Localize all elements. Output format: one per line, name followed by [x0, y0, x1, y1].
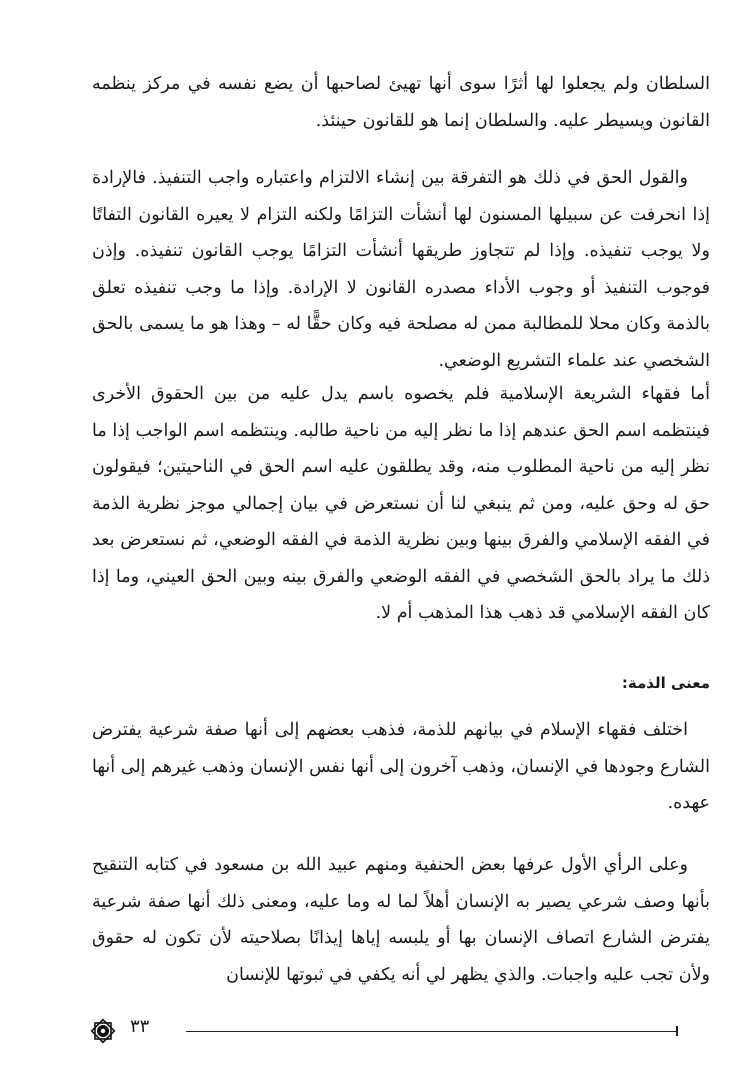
paragraph-2 — [92, 160, 710, 379]
paragraph-5-text: وعلى الرأي الأول عرفها بعض الحنفية ومنهم عبيد الله بن مسعود في كتابه التنقيح بأنها وصف شرعي يصير به الإنسان أهلاً لما له وما عليه، ومعنى ذلك أنها صفة شرعية يفترض الشارع اتصاف الإنسان بها أو يلبسه إياها إيذانًا بصلاحيته لأن تكون له حقوق ولأن تجب عليه واجبات. والذي يظهر لي أنه يكفي في ثبوتها للإنسان — [92, 855, 710, 985]
paragraph-2-text: والقول الحق في ذلك هو التفرقة بين إنشاء الالتزام واعتباره واجب التنفيذ. فالإرادة إذا انحرفت عن سبيلها المسنون لها أنشأت التزامًا ولكنه التزام لا يعيره القانون التفاتًا ولا يوجب تنفيذه. وإذا لم تتجاوز طريقها أنشأت التزامًا يوجب القانون تنفيذه. وإذن فوجوب التنفيذ أو وجوب الأداء مصدره القانون لا الإرادة. وإذا ما وجب تنفيذه تعلق بالذمة وكان محلا للمطالبة ممن له مصلحة فيه وكان حقًّا له – وهذا هو ما يسمى بالحق الشخصي عند علماء التشريع الوضعي. — [92, 168, 710, 371]
paragraph-3: أما فقهاء الشريعة الإسلامية فلم يخصوه باسم يدل عليه من بين الحقوق الأخرى فينتظمه اسم الحق عندهم إذا ما نظر إليه من ناحية طالبه. وينتظمه اسم الواجب إذا ما نظر إليه من ناحية المطلوب منه، وقد يطلقون عليه اسم الحق في الناحيتين؛ فيقولون حق له وحق عليه، ومن ثم ينبغي لنا أن نستعرض في بيان إجمالي موجز نظرية الذمة في الفقه الإسلامي والفرق بينها وبين نظرية الذمة في الفقه الوضعي، ثم نستعرض بعد ذلك ما يراد بالحق الشخصي في الفقه الوضعي والفرق بينه وبين الحق العيني، وما إذا كان الفقه الإسلامي قد ذهب هذا المذهب أم لا. — [92, 384, 710, 623]
eight-point-star-ornament-icon — [86, 1014, 120, 1048]
footer-rule — [186, 1031, 678, 1032]
page-footer — [0, 1010, 746, 1050]
paragraph-5 — [92, 847, 710, 993]
page-body — [92, 66, 710, 1045]
paragraph-1: السلطان ولم يجعلوا لها أثرًا سوى أنها تهيئ لصاحبها أن يضع نفسه في مركز ينظمه القانون ويسيطر عليه. والسلطان إنما هو للقانون حينئذ. — [92, 74, 710, 131]
paragraph-4-text: اختلف فقهاء الإسلام في بيانهم للذمة، فذهب بعضهم إلى أنها صفة شرعية يفترض الشارع وجودها في الإنسان، وذهب آخرون إلى أنها نفس الإنسان وذهب غيرهم إلى أنها عهده. — [92, 720, 710, 813]
footer-rule-end-tick — [676, 1026, 678, 1036]
section-heading: معنى الذمة: — [621, 674, 710, 692]
paragraph-4 — [92, 712, 710, 822]
page-number: ٣٣ — [130, 1016, 150, 1037]
